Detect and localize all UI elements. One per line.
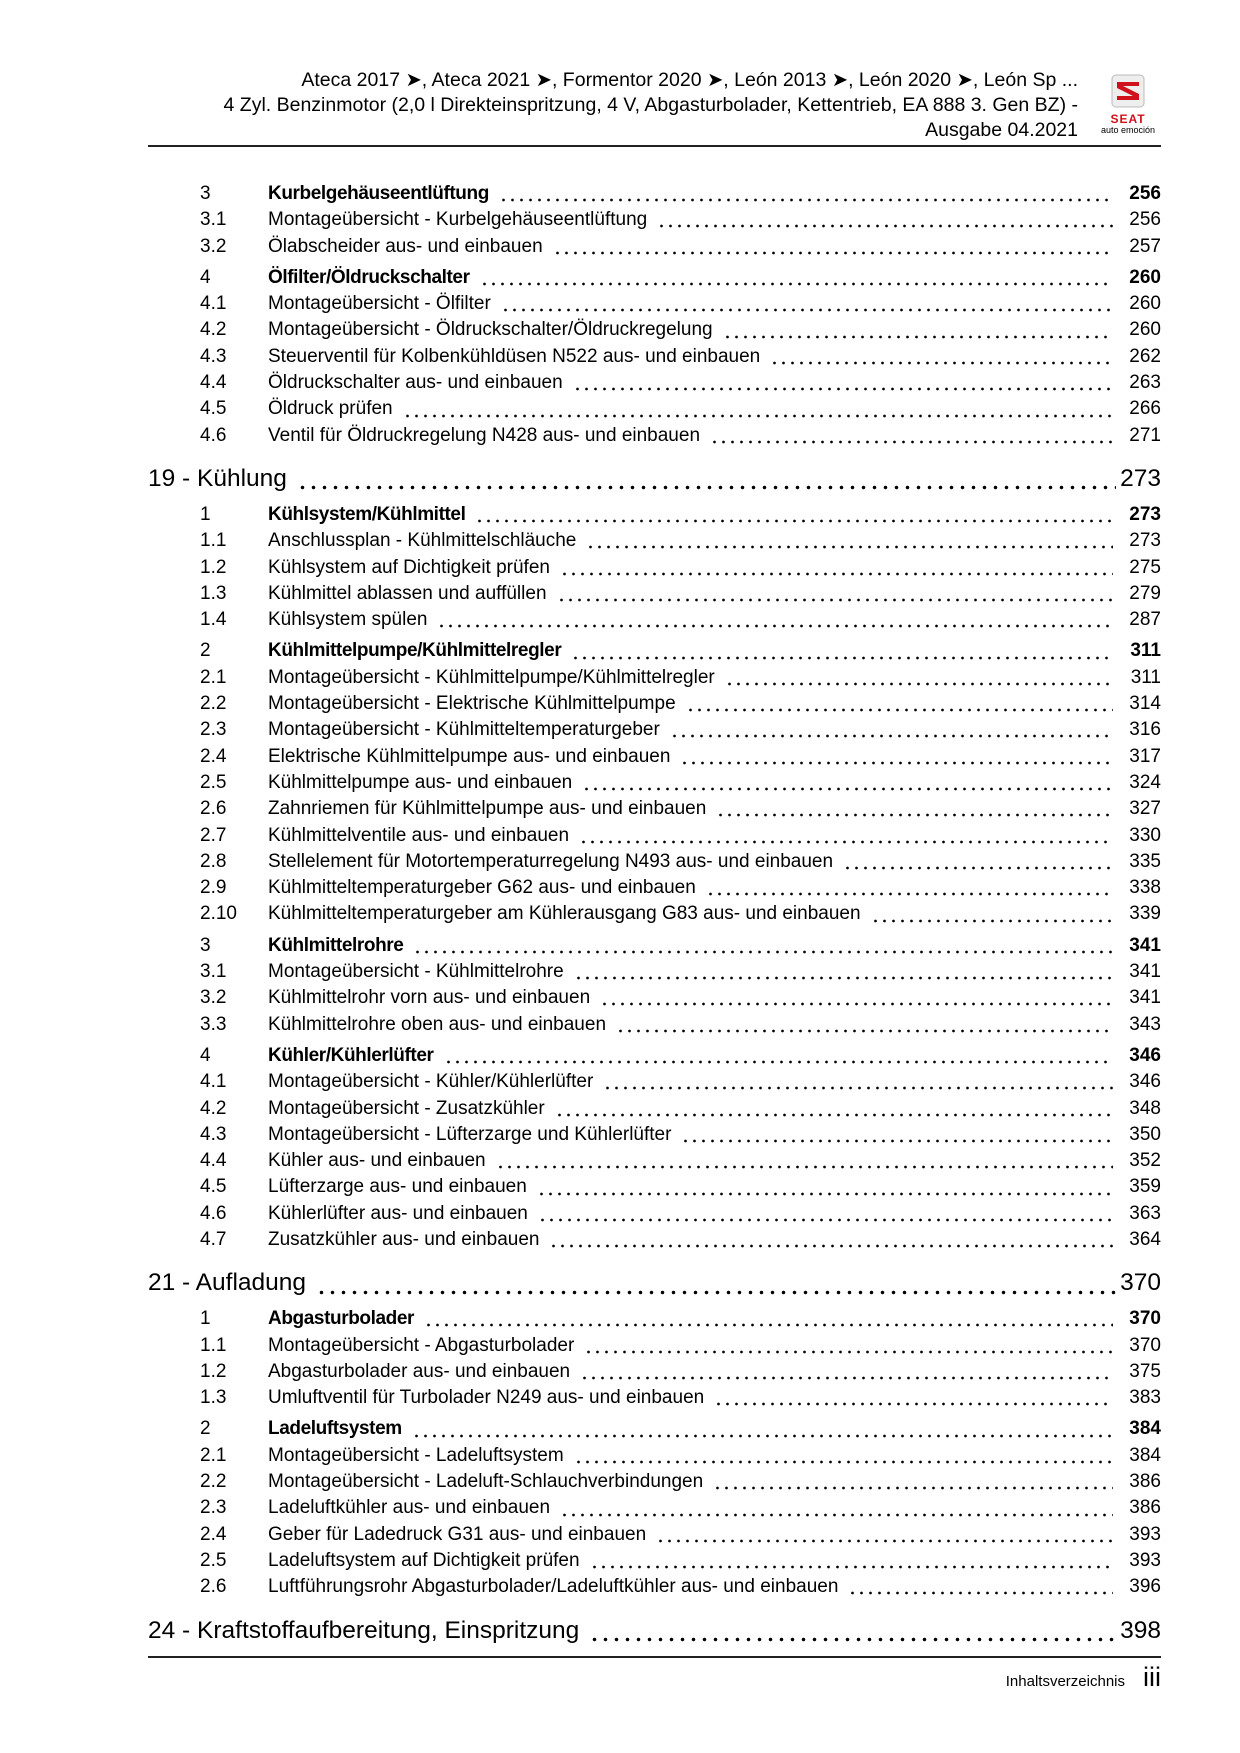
entry-number: 1.4 xyxy=(200,609,227,631)
dot-leader xyxy=(316,1290,1116,1295)
entry-number: 3.2 xyxy=(200,235,227,257)
dot-leader xyxy=(725,682,1113,686)
toc-entry[interactable] xyxy=(148,1201,1161,1227)
toc-entry[interactable] xyxy=(148,875,1161,901)
entry-page: 279 xyxy=(1129,582,1161,604)
entry-title: Kühlmittelrohre xyxy=(268,934,404,956)
entry-page: 370 xyxy=(1129,1308,1161,1330)
entry-number: 1.3 xyxy=(200,1387,227,1409)
entry-number: 1.1 xyxy=(200,530,227,552)
entry-title: Montageübersicht - Abgasturbolader xyxy=(268,1334,575,1356)
toc-chapter[interactable] xyxy=(148,1613,1161,1649)
dot-leader xyxy=(501,308,1113,312)
entry-title: Kühlmittelrohr vorn aus- und einbauen xyxy=(268,987,591,1009)
toc-section[interactable] xyxy=(148,638,1161,664)
entry-title: Lüfterzarge aus- und einbauen xyxy=(268,1176,527,1198)
toc-entry[interactable] xyxy=(148,1359,1161,1385)
entry-page: 346 xyxy=(1129,1044,1161,1066)
entry-title: Montageübersicht - Elektrische Kühlmittelpumpe xyxy=(268,693,676,715)
entry-number: 2.4 xyxy=(200,745,227,767)
entry-number: 3.2 xyxy=(200,987,227,1009)
dot-leader xyxy=(871,919,1113,923)
entry-page: 393 xyxy=(1129,1549,1161,1571)
entry-title: Kühler aus- und einbauen xyxy=(268,1150,486,1172)
entry-number: 4.1 xyxy=(200,1071,227,1093)
entry-title: Ölfilter/Öldruckschalter xyxy=(268,266,470,288)
toc-entry[interactable] xyxy=(148,1469,1161,1495)
entry-title: Kühlmittelpumpe aus- und einbauen xyxy=(268,771,573,793)
entry-number: 2.7 xyxy=(200,824,227,846)
toc-entry[interactable] xyxy=(148,849,1161,875)
entry-title: Zusatzkühler aus- und einbauen xyxy=(268,1228,540,1250)
entry-page: 314 xyxy=(1129,693,1161,715)
entry-title: Montageübersicht - Kühlmittelpumpe/Kühlmittelregler xyxy=(268,666,715,688)
entry-title: Montageübersicht - Kurbelgehäuseentlüftung xyxy=(268,209,648,231)
entry-number: 2.6 xyxy=(200,798,227,820)
entry-number: 2.1 xyxy=(200,666,227,688)
dot-leader xyxy=(656,1539,1113,1543)
entry-page: 352 xyxy=(1129,1150,1161,1172)
dot-leader xyxy=(600,1002,1113,1006)
toc-entry[interactable] xyxy=(148,1148,1161,1174)
entry-page: 348 xyxy=(1129,1097,1161,1119)
entry-title: Kühlmittelpumpe/Kühlmittelregler xyxy=(268,640,562,662)
entry-number: 4 xyxy=(200,266,211,288)
dot-leader xyxy=(579,840,1113,844)
entry-number: 4.3 xyxy=(200,1123,227,1145)
toc-entry[interactable] xyxy=(148,1522,1161,1548)
entry-number: 1 xyxy=(200,503,211,525)
toc-entry[interactable] xyxy=(148,1174,1161,1200)
entry-number: 4 xyxy=(200,1044,211,1066)
entry-title: Kühlerlüfter aus- und einbauen xyxy=(268,1202,528,1224)
entry-page: 346 xyxy=(1129,1071,1161,1093)
entry-page: 256 xyxy=(1129,183,1161,204)
toc-entry[interactable] xyxy=(148,396,1161,422)
entry-number: 2.9 xyxy=(200,877,227,899)
dot-leader xyxy=(553,251,1113,255)
document-header xyxy=(148,68,1078,143)
dot-leader xyxy=(475,519,1113,523)
toc-entry[interactable] xyxy=(148,1333,1161,1359)
entry-page: 324 xyxy=(1129,771,1161,793)
dot-leader xyxy=(549,1244,1113,1248)
entry-page: 327 xyxy=(1129,798,1161,820)
dot-leader xyxy=(716,813,1113,817)
entry-page: 384 xyxy=(1129,1444,1161,1466)
entry-title: Kühlsystem auf Dichtigkeit prüfen xyxy=(268,556,550,578)
dot-leader xyxy=(412,1434,1113,1438)
toc-entry[interactable] xyxy=(148,823,1161,849)
entry-page: 273 xyxy=(1129,503,1161,525)
entry-page: 386 xyxy=(1129,1497,1161,1519)
entry-number: 2 xyxy=(200,1418,211,1440)
entry-page: 364 xyxy=(1129,1228,1161,1250)
entry-page: 263 xyxy=(1129,372,1161,394)
toc-entry[interactable] xyxy=(148,901,1161,927)
entry-number: 4.5 xyxy=(200,1176,227,1198)
entry-title: Kühlmitteltemperaturgeber am Kühlerausgang G83 aus- und einbauen xyxy=(268,903,861,925)
toc-entry[interactable] xyxy=(148,691,1161,717)
page-number: iii xyxy=(1143,1662,1161,1692)
entry-number: 2.6 xyxy=(200,1576,227,1598)
entry-title: Ölabscheider aus- und einbauen xyxy=(268,235,543,257)
entry-page: 384 xyxy=(1129,1418,1161,1440)
dot-leader xyxy=(586,545,1113,549)
entry-title: Montageübersicht - Kühler/Kühlerlüfter xyxy=(268,1071,594,1093)
entry-page: 317 xyxy=(1129,745,1161,767)
dot-leader xyxy=(681,1139,1113,1143)
entry-title: Kurbelgehäuseentlüftung xyxy=(268,183,489,204)
entry-page: 260 xyxy=(1129,266,1161,288)
entry-title: Stellelement für Motortemperaturregelung N493 aus- und einbauen xyxy=(268,850,834,872)
entry-title: Ladeluftkühler aus- und einbauen xyxy=(268,1497,551,1519)
entry-number: 2 xyxy=(200,640,211,662)
entry-title: 21 - Aufladung xyxy=(148,1269,307,1297)
entry-number: 3.1 xyxy=(200,209,227,231)
entry-title: Umluftventil für Turbolader N249 aus- und einbauen xyxy=(268,1387,705,1409)
toc-entry[interactable] xyxy=(148,1122,1161,1148)
entry-page: 311 xyxy=(1130,666,1161,688)
toc-section[interactable] xyxy=(148,1306,1161,1332)
entry-page: 256 xyxy=(1129,209,1161,231)
entry-title: Abgasturbolader aus- und einbauen xyxy=(268,1360,571,1382)
entry-title: Abgasturbolader xyxy=(268,1308,415,1330)
entry-title: Kühlmittelrohre oben aus- und einbauen xyxy=(268,1013,607,1035)
entry-page: 273 xyxy=(1120,464,1161,492)
logo-tagline: auto emoción xyxy=(1100,125,1156,135)
toc-section[interactable] xyxy=(148,933,1161,959)
entry-number: 4.7 xyxy=(200,1228,227,1250)
entry-page: 393 xyxy=(1129,1523,1161,1545)
dot-leader xyxy=(723,335,1113,339)
toc-entry[interactable] xyxy=(148,1574,1161,1600)
entry-title: 24 - Kraftstoffaufbereitung, Einspritzung xyxy=(148,1616,580,1644)
dot-leader xyxy=(680,761,1113,765)
toc-chapter[interactable] xyxy=(148,1265,1161,1301)
entry-number: 3 xyxy=(200,183,211,204)
dot-leader xyxy=(843,866,1113,870)
entry-title: Anschlussplan - Kühlmittelschläuche xyxy=(268,530,577,552)
seat-s-icon xyxy=(1111,74,1145,108)
entry-title: Geber für Ladedruck G31 aus- und einbauen xyxy=(268,1523,647,1545)
dot-leader xyxy=(706,892,1113,896)
dot-leader xyxy=(573,387,1113,391)
entry-number: 4.6 xyxy=(200,424,227,446)
entry-number: 2.5 xyxy=(200,771,227,793)
entry-number: 3.1 xyxy=(200,961,227,983)
page-footer xyxy=(1006,1662,1161,1693)
dot-leader xyxy=(686,708,1113,712)
entry-number: 4.2 xyxy=(200,1097,227,1119)
toc-entry[interactable] xyxy=(148,959,1161,985)
entry-page: 350 xyxy=(1129,1123,1161,1145)
dot-leader xyxy=(670,734,1113,738)
dot-leader xyxy=(413,950,1113,954)
entry-number: 4.2 xyxy=(200,319,227,341)
entry-page: 341 xyxy=(1129,961,1161,983)
dot-leader xyxy=(496,1165,1113,1169)
toc-entry[interactable] xyxy=(148,207,1161,233)
entry-title: 19 - Kühlung xyxy=(148,464,287,492)
entry-number: 4.4 xyxy=(200,1150,227,1172)
entry-page: 257 xyxy=(1129,235,1161,257)
toc-chapter[interactable] xyxy=(148,461,1161,497)
toc-entry[interactable] xyxy=(148,744,1161,770)
toc-section[interactable] xyxy=(148,265,1161,291)
toc-entry[interactable] xyxy=(148,607,1161,633)
header-engine: 4 Zyl. Benzinmotor (2,0 l Direkteinspritzung, 4 V, Abgasturbolader, Kettentrieb, EA 888 3. Gen BZ) - xyxy=(223,94,1078,116)
entry-page: 339 xyxy=(1129,903,1161,925)
toc-entry[interactable] xyxy=(148,291,1161,317)
entry-title: Elektrische Kühlmittelpumpe aus- und einbauen xyxy=(268,745,671,767)
entry-title: Montageübersicht - Ladeluft-Schlauchverbindungen xyxy=(268,1471,704,1493)
entry-page: 271 xyxy=(1129,424,1161,446)
entry-title: Öldruck prüfen xyxy=(268,398,393,420)
dot-leader xyxy=(582,787,1113,791)
entry-number: 3 xyxy=(200,934,211,956)
entry-page: 370 xyxy=(1129,1334,1161,1356)
entry-title: Kühlsystem spülen xyxy=(268,609,428,631)
dot-leader xyxy=(574,976,1113,980)
entry-title: Zahnriemen für Kühlmittelpumpe aus- und einbauen xyxy=(268,798,707,820)
dot-leader xyxy=(480,282,1113,286)
entry-page: 316 xyxy=(1129,719,1161,741)
entry-page: 287 xyxy=(1129,609,1161,631)
toc-entry[interactable] xyxy=(148,1012,1161,1038)
dot-leader xyxy=(560,1513,1113,1517)
entry-page: 386 xyxy=(1129,1471,1161,1493)
entry-page: 343 xyxy=(1129,1013,1161,1035)
entry-title: Kühlmitteltemperaturgeber G62 aus- und einbauen xyxy=(268,877,696,899)
entry-page: 266 xyxy=(1129,398,1161,420)
entry-title: Luftführungsrohr Abgasturbolader/Ladeluftkühler aus- und einbauen xyxy=(268,1576,839,1598)
entry-page: 260 xyxy=(1129,319,1161,341)
entry-title: Montageübersicht - Lüfterzarge und Kühlerlüfter xyxy=(268,1123,672,1145)
dot-leader xyxy=(603,1086,1113,1090)
entry-page: 275 xyxy=(1129,556,1161,578)
entry-number: 4.6 xyxy=(200,1202,227,1224)
toc-entry[interactable] xyxy=(148,1096,1161,1122)
toc-section[interactable] xyxy=(148,1043,1161,1069)
entry-title: Kühlmittelventile aus- und einbauen xyxy=(268,824,570,846)
toc-entry[interactable] xyxy=(148,555,1161,581)
dot-leader xyxy=(555,1113,1113,1117)
entry-page: 260 xyxy=(1129,293,1161,315)
entry-page: 363 xyxy=(1129,1202,1161,1224)
toc-entry[interactable] xyxy=(148,1069,1161,1095)
entry-page: 341 xyxy=(1129,934,1161,956)
toc-entry[interactable] xyxy=(148,1385,1161,1411)
entry-number: 1 xyxy=(200,1308,211,1330)
entry-title: Montageübersicht - Ladeluftsystem xyxy=(268,1444,564,1466)
entry-title: Montageübersicht - Kühlmittelrohre xyxy=(268,961,564,983)
dot-leader xyxy=(848,1591,1113,1595)
entry-title: Ladeluftsystem auf Dichtigkeit prüfen xyxy=(268,1549,580,1571)
toc-entry[interactable] xyxy=(148,370,1161,396)
dot-leader xyxy=(714,1402,1113,1406)
dot-leader xyxy=(538,1218,1113,1222)
toc-section[interactable] xyxy=(148,502,1161,528)
dot-leader xyxy=(616,1029,1113,1033)
dot-leader xyxy=(537,1192,1113,1196)
entry-page: 383 xyxy=(1129,1387,1161,1409)
entry-number: 2.1 xyxy=(200,1444,227,1466)
toc-entry[interactable] xyxy=(148,796,1161,822)
entry-page: 341 xyxy=(1129,987,1161,1009)
entry-number: 1.1 xyxy=(200,1334,227,1356)
entry-page: 396 xyxy=(1129,1576,1161,1598)
dot-leader xyxy=(444,1060,1113,1064)
toc-entry[interactable] xyxy=(148,1548,1161,1574)
dot-leader xyxy=(437,624,1113,628)
entry-title: Montageübersicht - Ölfilter xyxy=(268,293,491,315)
dot-leader xyxy=(770,361,1113,365)
header-edition: Ausgabe 04.2021 xyxy=(925,119,1078,141)
entry-number: 2.8 xyxy=(200,850,227,872)
dot-leader xyxy=(657,224,1113,228)
entry-title: Kühler/Kühlerlüfter xyxy=(268,1044,434,1066)
toc-entry[interactable] xyxy=(148,528,1161,554)
entry-number: 2.5 xyxy=(200,1549,227,1571)
dot-leader xyxy=(580,1376,1113,1380)
entry-number: 2.4 xyxy=(200,1523,227,1545)
entry-number: 2.2 xyxy=(200,693,227,715)
dot-leader xyxy=(590,1565,1113,1569)
dot-leader xyxy=(403,414,1113,418)
logo-brand: SEAT xyxy=(1110,112,1146,126)
entry-number: 3.3 xyxy=(200,1013,227,1035)
dot-leader xyxy=(560,572,1113,576)
entry-page: 398 xyxy=(1120,1616,1161,1644)
entry-page: 375 xyxy=(1129,1360,1161,1382)
dot-leader xyxy=(574,1460,1113,1464)
entry-number: 2.2 xyxy=(200,1471,227,1493)
entry-number: 1.2 xyxy=(200,1360,227,1382)
entry-page: 335 xyxy=(1129,850,1161,872)
entry-page: 330 xyxy=(1129,824,1161,846)
toc-entry[interactable] xyxy=(148,423,1161,449)
entry-page: 273 xyxy=(1129,530,1161,552)
entry-number: 4.3 xyxy=(200,345,227,367)
dot-leader xyxy=(571,656,1113,660)
toc-entry[interactable] xyxy=(148,985,1161,1011)
entry-number: 2.3 xyxy=(200,1497,227,1519)
entry-title: Montageübersicht - Kühlmitteltemperaturgeber xyxy=(268,719,660,741)
entry-title: Ladeluftsystem xyxy=(268,1418,402,1440)
dot-leader xyxy=(584,1350,1113,1354)
header-divider xyxy=(148,145,1161,147)
toc-entry[interactable] xyxy=(148,665,1161,691)
entry-title: Steuerventil für Kolbenkühldüsen N522 aus- und einbauen xyxy=(268,345,761,367)
entry-title: Öldruckschalter aus- und einbauen xyxy=(268,372,563,394)
entry-number: 1.2 xyxy=(200,556,227,578)
entry-page: 370 xyxy=(1120,1269,1161,1297)
entry-number: 4.1 xyxy=(200,293,227,315)
toc-entry[interactable] xyxy=(148,1227,1161,1253)
table-of-contents xyxy=(148,176,1161,1651)
entry-title: Montageübersicht - Zusatzkühler xyxy=(268,1097,545,1119)
entry-title: Ventil für Öldruckregelung N428 aus- und einbauen xyxy=(268,424,701,446)
toc-section[interactable] xyxy=(148,181,1161,207)
footer-label: Inhaltsverzeichnis xyxy=(1005,1673,1125,1690)
entry-page: 262 xyxy=(1129,345,1161,367)
dot-leader xyxy=(589,1637,1116,1642)
entry-number: 4.5 xyxy=(200,398,227,420)
toc-entry[interactable] xyxy=(148,344,1161,370)
toc-entry[interactable] xyxy=(148,234,1161,260)
dot-leader xyxy=(499,198,1113,202)
header-models: Ateca 2017 ➤, Ateca 2021 ➤, Formentor 2020 ➤, León 2013 ➤, León 2020 ➤, León Sp ... xyxy=(301,69,1078,91)
entry-number: 2.3 xyxy=(200,719,227,741)
dot-leader xyxy=(297,485,1116,490)
entry-title: Kühlmittel ablassen und auffüllen xyxy=(268,582,547,604)
dot-leader xyxy=(710,440,1113,444)
entry-page: 359 xyxy=(1129,1176,1161,1198)
toc-entry[interactable] xyxy=(148,1443,1161,1469)
entry-title: Montageübersicht - Öldruckschalter/Öldruckregelung xyxy=(268,319,713,341)
entry-page: 311 xyxy=(1130,640,1161,662)
entry-page: 338 xyxy=(1129,877,1161,899)
toc-section[interactable] xyxy=(148,1416,1161,1442)
seat-logo xyxy=(1093,74,1163,134)
toc-entry[interactable] xyxy=(148,717,1161,743)
entry-number: 4.4 xyxy=(200,372,227,394)
entry-number: 1.3 xyxy=(200,582,227,604)
dot-leader xyxy=(424,1323,1113,1327)
dot-leader xyxy=(557,598,1113,602)
toc-entry[interactable] xyxy=(148,770,1161,796)
footer-divider xyxy=(148,1656,1161,1658)
dot-leader xyxy=(713,1486,1113,1490)
toc-entry[interactable] xyxy=(148,581,1161,607)
entry-number: 2.10 xyxy=(200,903,237,925)
entry-title: Kühlsystem/Kühlmittel xyxy=(268,503,466,525)
toc-entry[interactable] xyxy=(148,317,1161,343)
toc-entry[interactable] xyxy=(148,1495,1161,1521)
